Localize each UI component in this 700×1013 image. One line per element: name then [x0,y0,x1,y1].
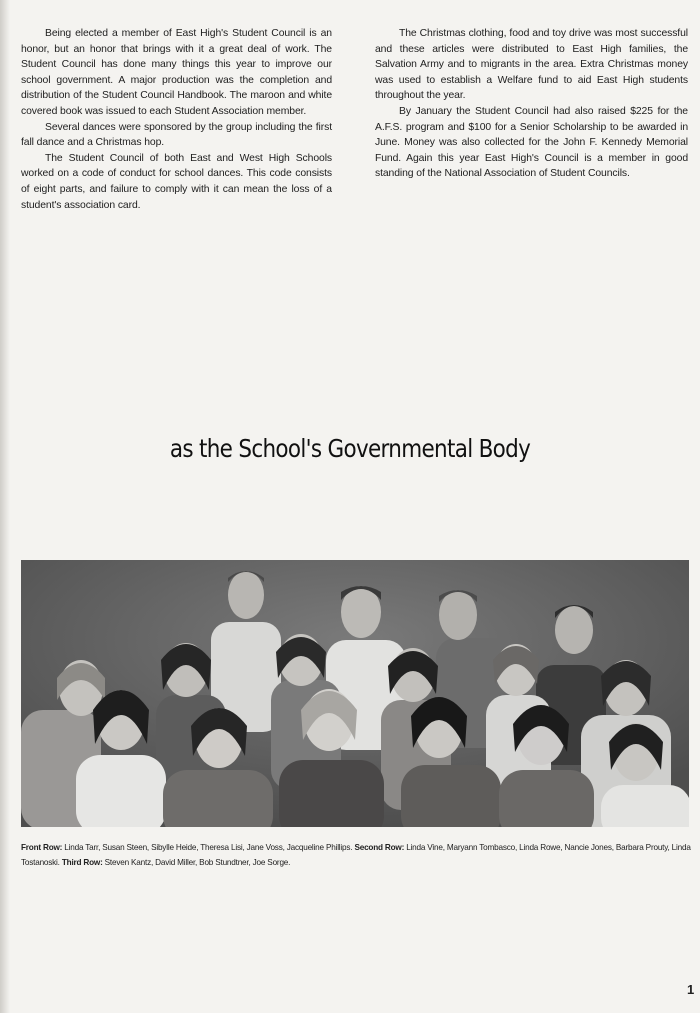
paragraph: Being elected a member of East High's Student Council is an honor, but an honor that brings with it a great deal of work. The Student Council has done many things this year to improve our school government. A major production was the completion and distribution of the Student Council Handbook. The maroon and white covered book was issued to each Student Association member. [21,28,332,117]
second-row-label: Second Row: [354,843,405,852]
third-row-names: Steven Kantz, David Miller, Bob Stundtner, Joe Sorge. [104,858,291,867]
paragraph: Several dances were sponsored by the group including the first fall dance and a Christmas hop. [21,121,332,149]
third-row-label: Third Row: [61,858,103,867]
group-photo [21,560,689,827]
page-binding-shadow [0,0,10,1013]
front-row-label: Front Row: [21,843,63,852]
second-row-names: Linda Vine, Maryann Tombasco, Linda Rowe, Nancie Jones, Barbara Prouty, Linda Tostanoski. [21,843,691,867]
group-photo-illustration [21,560,689,827]
section-heading: as the School's Governmental Body [169,434,531,463]
paragraph: The Student Council of both East and West High Schools worked on a code of conduct for school dances. This code consists of eight parts, and failure to comply with it can mean the loss of a student's association card. [21,152,332,211]
paragraph: The Christmas clothing, food and toy drive was most successful and these articles were distributed to East High families, the Salvation Army and to migrants in the area. Extra Christmas money was used to establish a Welfare fund to aid East High students throughout the year. [375,28,688,102]
paragraph: By January the Student Council had also raised $225 for the A.F.S. program and $100 for a Senior Scholarship to be awarded in June. Money was also collected for the John F. Kennedy Memorial Fund. Again this year East High's Council is a member in good standing of the National Association of Student Councils. [375,105,688,180]
photo-caption [21,840,693,870]
page-number: 1 [687,982,695,997]
left-text-column [21,26,332,213]
right-text-column [375,26,688,182]
front-row-names: Linda Tarr, Susan Steen, Sibylle Heide, Theresa Lisi, Jane Voss, Jacqueline Phillips. [64,843,353,852]
